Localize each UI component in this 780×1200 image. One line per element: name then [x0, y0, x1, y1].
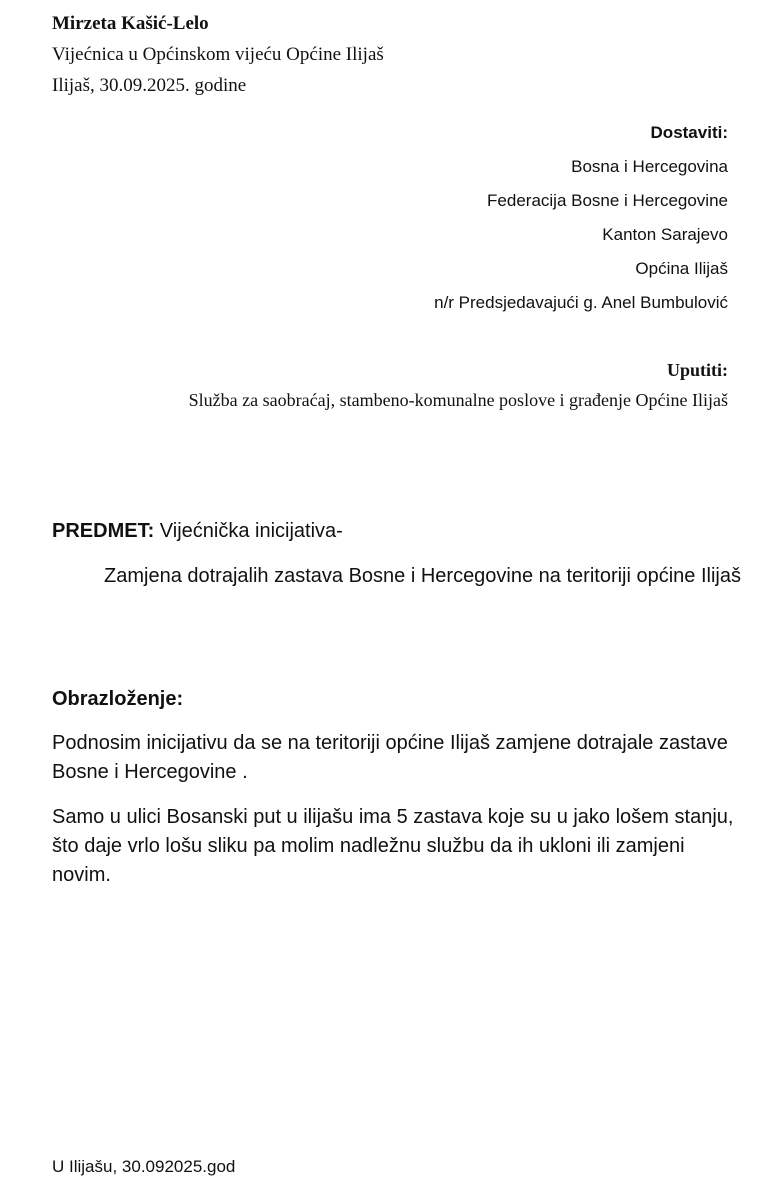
footer-date: U Ilijašu, 30.092025.god: [52, 1157, 236, 1176]
dostaviti-heading: Dostaviti:: [650, 123, 728, 142]
dostaviti-line: Bosna i Hercegovina: [571, 157, 728, 176]
dostaviti-line: Federacija Bosne i Hercegovine: [487, 191, 728, 210]
explanation-block: [52, 685, 742, 906]
sender-name: Mirzeta Kašić-Lelo: [52, 13, 209, 34]
uputiti-heading: Uputiti:: [666, 360, 728, 380]
sender-block: [52, 8, 384, 101]
sender-role: Vijećnica u Općinskom vijeću Općine Ilijaš: [52, 44, 384, 65]
subject-line: [52, 516, 742, 546]
subject-title: Zamjena dotrajalih zastava Bosne i Hercegovine na teritoriji općine Ilijaš: [104, 565, 741, 587]
uputiti-line: Služba za saobraćaj, stambeno-komunalne poslove i građenje Općine Ilijaš: [188, 390, 728, 410]
sender-place-date: Ilijaš, 30.09.2025. godine: [52, 75, 247, 96]
explanation-paragraph: Podnosim inicijativu da se na teritoriji općine Ilijaš zamjene dotrajale zastave Bosne i Hercegovine .: [52, 732, 728, 783]
dostaviti-line: n/r Predsjedavajući g. Anel Bumbulović: [434, 293, 728, 312]
dostaviti-line: Općina Ilijaš: [635, 259, 728, 278]
dostaviti-block: [434, 116, 728, 320]
explanation-paragraph: Samo u ulici Bosanski put u ilijašu ima 5 zastava koje su u jako lošem stanju, što daje vrlo lošu sliku pa molim nadležnu službu da ih ukloni ili zamjeni novim.: [52, 806, 734, 886]
subject-text: Vijećnička inicijativa-: [154, 520, 343, 542]
uputiti-block: [189, 356, 728, 416]
dostaviti-line: Kanton Sarajevo: [602, 225, 728, 244]
subject-block: [52, 516, 742, 591]
subject-label: PREDMET:: [52, 520, 155, 542]
explanation-heading: Obrazloženje:: [52, 688, 184, 710]
